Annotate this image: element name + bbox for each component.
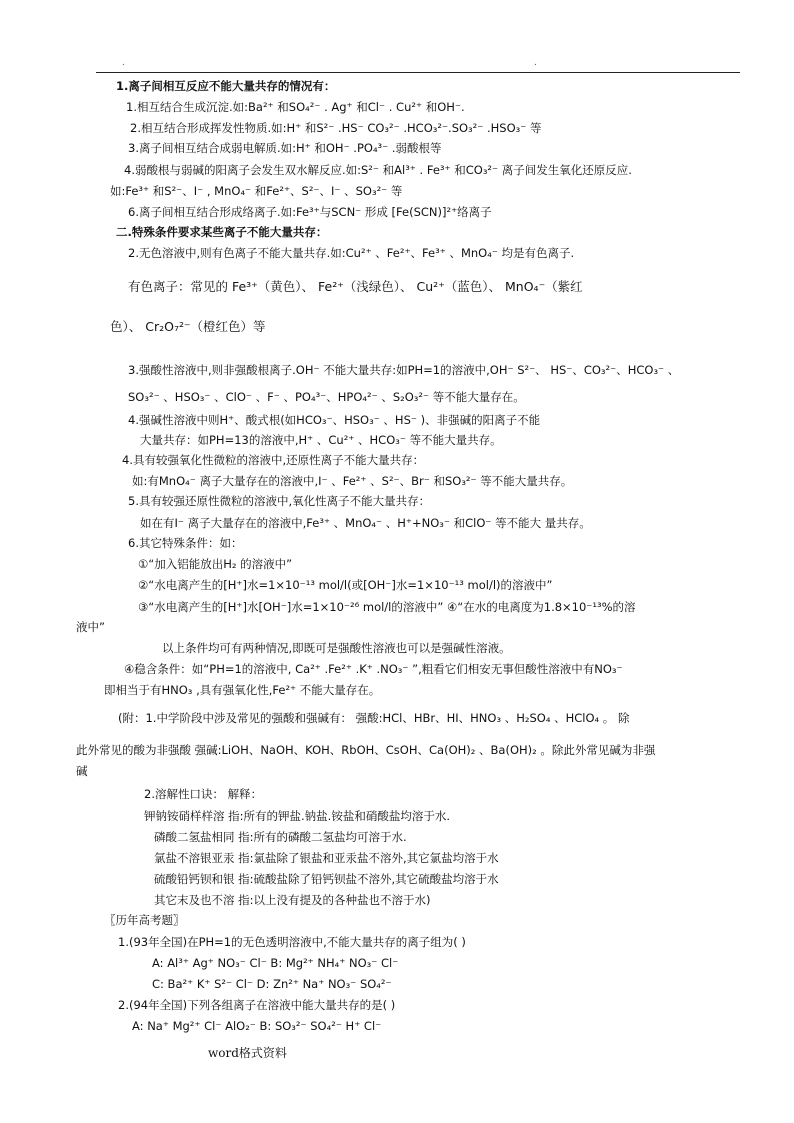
text-line: 2.相互结合形成挥发性物质.如:H⁺ 和S²⁻ .HS⁻ CO₃²⁻ .HCO₃²⁻.SO₃²⁻ .HSO₃⁻ 等 <box>130 121 542 135</box>
text-line: 3.离子间相互结合成弱电解质.如:H⁺ 和OH⁻ .PO₄³⁻ .弱酸根等 <box>128 141 442 155</box>
text-line: 氯盐不溶银亚汞 指:氯盐除了银盐和亚汞盐不溶外,其它氯盐均溶于水 <box>154 851 499 865</box>
text-line: 色）、 Cr₂O₇²⁻（橙红色）等 <box>110 319 266 334</box>
text-line: 如:Fe³⁺ 和S²⁻、I⁻ , MnO₄⁻ 和Fe²⁺、S²⁻、I⁻ 、SO₃²⁻ 等 <box>110 184 403 198</box>
text-line: 其它末及也不溶 指:以上没有提及的各种盐也不溶于水) <box>154 893 431 907</box>
header-dot-right: . <box>534 58 537 68</box>
text-line: 液中” <box>76 620 105 634</box>
text-line: 钾钠铵硝样样溶 指:所有的钾盐.钠盐.铵盐和硝酸盐均溶于水. <box>144 809 450 823</box>
text-line: ②“水电离产生的[H⁺]水=1×10⁻¹³ mol/l(或[OH⁻]水=1×10⁻¹³ mol/l)的溶液中” <box>138 578 553 592</box>
footer-text: word格式资料 <box>208 1046 287 1060</box>
text-line: 大量共存：如PH=13的溶液中,H⁺ 、Cu²⁺ 、HCO₃⁻ 等不能大量共存。 <box>140 433 502 447</box>
text-line: SO₃²⁻ 、HSO₃⁻ 、ClO⁻ 、F⁻ 、PO₄³⁻、HPO₄²⁻ 、S₂O₃²⁻ 等不能大量存在。 <box>128 390 525 404</box>
text-line: 碱 <box>76 764 88 778</box>
section-heading-2: 二.特殊条件要求某些离子不能大量共存： <box>116 225 328 239</box>
text-line: 如:有MnO₄⁻ 离子大量存在的溶液中,I⁻ 、Fe²⁺ 、S²⁻、Br⁻ 和SO₃²⁻ 等不能大量共存。 <box>132 474 573 488</box>
text-line: 6.离子间相互结合形成络离子.如:Fe³⁺与SCN⁻ 形成 [Fe(SCN)]²⁺络离子 <box>128 205 492 219</box>
text-line: ①“加入铝能放出H₂ 的溶液中” <box>138 557 293 571</box>
text-line: 4.强碱性溶液中则H⁺、酸式根(如HCO₃⁻、HSO₃⁻ 、HS⁻ )、非强碱的阳离子不能 <box>128 413 541 427</box>
text-line: 4.具有较强氧化性微粒的溶液中,还原性离子不能大量共存： <box>122 453 425 467</box>
text-line: 3.强酸性溶液中,则非强酸根离子.OH⁻ 不能大量共存:如PH=1的溶液中,OH⁻ S²⁻、 HS⁻、CO₃²⁻、HCO₃⁻ 、 <box>128 363 680 377</box>
text-line: ③“水电离产生的[H⁺]水[OH⁻]水=1×10⁻²⁶ mol/l的溶液中” ④“在水的电离度为1.8×10⁻¹³%的溶 <box>138 600 636 614</box>
text-line: 磷酸二氢盐相同 指:所有的磷酸二氢盐均可溶于水. <box>154 830 407 844</box>
section-heading-3: 〖历年高考题〗 <box>104 913 185 927</box>
answer-options: A: Na⁺ Mg²⁺ Cl⁻ AlO₂⁻ B: SO₃²⁻ SO₄²⁻ H⁺ Cl⁻ <box>132 1019 382 1033</box>
text-line: 此外常见的酸为非强酸 强碱:LiOH、NaOH、KOH、RbOH、CsOH、Ca(OH)₂ 、Ba(OH)₂ 。除此外常见碱为非强 <box>76 743 656 757</box>
text-line: 2.溶解性口诀： 解释： <box>144 787 263 801</box>
answer-options: C: Ba²⁺ K⁺ S²⁻ Cl⁻ D: Zn²⁺ Na⁺ NO₃⁻ SO₄²⁻ <box>152 977 392 991</box>
text-line: 以上条件均可有两种情况,即既可是强酸性溶液也可以是强碱性溶液。 <box>162 641 511 655</box>
answer-options: A: Al³⁺ Ag⁺ NO₃⁻ Cl⁻ B: Mg²⁺ NH₄⁺ NO₃⁻ Cl⁻ <box>152 956 399 970</box>
text-line: 5.具有较强还原性微粒的溶液中,氧化性离子不能大量共存： <box>128 494 431 508</box>
text-line: 如在有I⁻ 离子大量存在的溶液中,Fe³⁺ 、MnO₄⁻ 、H⁺+NO₃⁻ 和ClO⁻ 等不能大 量共存。 <box>140 516 591 530</box>
text-line: 4.弱酸根与弱碱的阳离子会发生双水解反应.如:S²⁻ 和Al³⁺ . Fe³⁺ 和CO₃²⁻ 离子间发生氧化还原反应. <box>124 163 632 177</box>
text-line: (附：1.中学阶段中涉及常见的强酸和强碱有： 强酸:HCl、HBr、HI、HNO₃ 、H₂SO₄ 、HClO₄ 。 除 <box>118 711 630 725</box>
text-line: ④稳含条件：如“PH=1的溶液中, Ca²⁺ .Fe²⁺ .K⁺ .NO₃⁻ ”,粗看它们相安无事但酸性溶液中有NO₃⁻ <box>124 662 623 676</box>
text-line: 1.相互结合生成沉淀.如:Ba²⁺ 和SO₄²⁻ . Ag⁺ 和Cl⁻ . Cu²⁺ 和OH⁻. <box>126 100 465 114</box>
text-line: 有色离子：常见的 Fe³⁺（黄色）、 Fe²⁺（浅绿色）、 Cu²⁺（蓝色）、 MnO₄⁻（紫红 <box>128 279 583 294</box>
text-line: 即相当于有HNO₃ ,具有强氧化性,Fe²⁺ 不能大量存在。 <box>104 683 381 697</box>
section-heading-1: 1.离子间相互反应不能大量共存的情况有： <box>116 79 336 93</box>
text-line: 6.其它特殊条件：如： <box>128 536 243 550</box>
header-rule <box>96 72 740 73</box>
text-line: 2.无色溶液中,则有色离子不能大量共存.如:Cu²⁺ 、Fe²⁺、Fe³⁺ 、MnO₄⁻ 均是有色离子. <box>128 246 575 260</box>
question-line: 1.(93年全国)在PH=1的无色透明溶液中,不能大量共存的离子组为( ) <box>118 935 466 949</box>
question-line: 2.(94年全国)下列各组离子在溶液中能大量共存的是( ) <box>118 998 396 1012</box>
header-dot-left: . <box>122 58 125 68</box>
text-line: 硫酸铅钙钡和银 指:硫酸盐除了铅钙钡盐不溶外,其它硫酸盐均溶于水 <box>154 872 499 886</box>
